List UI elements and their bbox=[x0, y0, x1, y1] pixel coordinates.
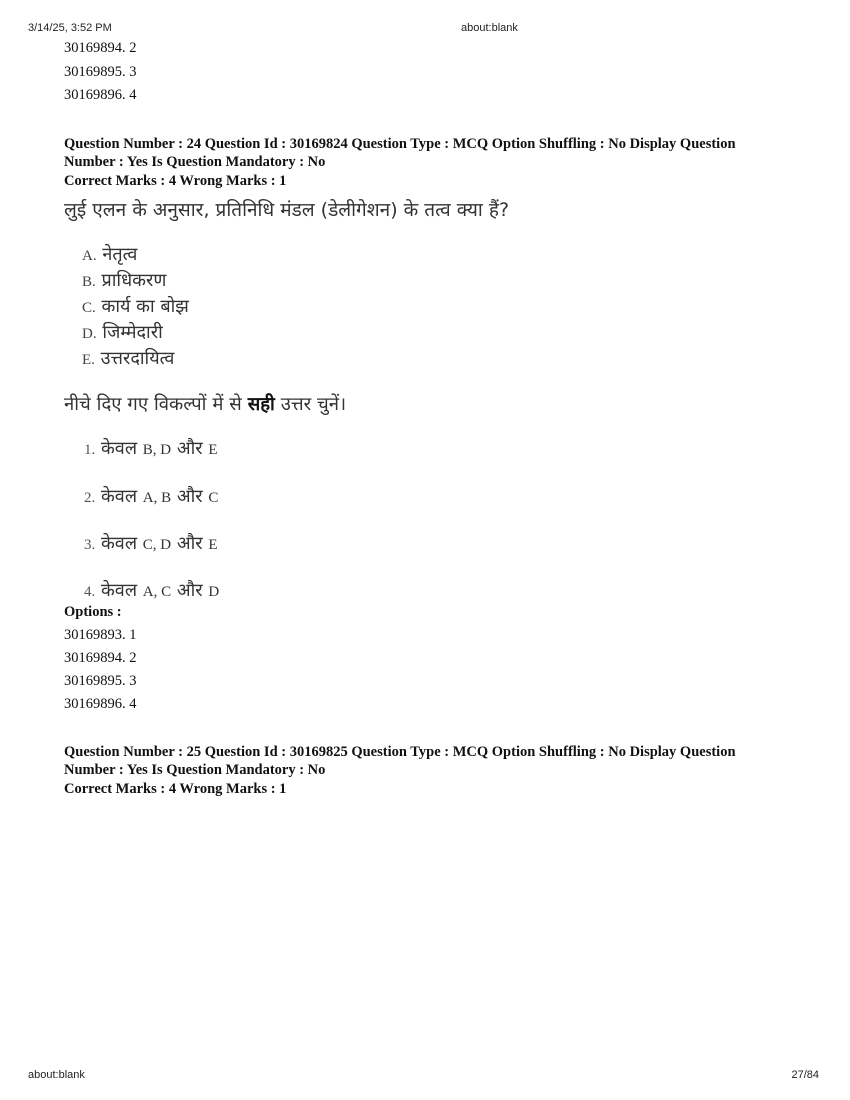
statement-text: प्राधिकरण bbox=[101, 270, 167, 291]
question-instruction bbox=[64, 391, 346, 416]
statement-d bbox=[82, 320, 163, 344]
choice-conjunction: और bbox=[176, 438, 203, 459]
statement-label: E. bbox=[82, 352, 95, 368]
choice-3 bbox=[84, 531, 218, 555]
choice-2 bbox=[84, 484, 218, 508]
option-line: 30169893. 1 bbox=[64, 627, 137, 643]
statement-label: B. bbox=[82, 274, 96, 290]
statement-c bbox=[82, 294, 189, 318]
choice-last-letter: E bbox=[208, 537, 218, 553]
statement-a bbox=[82, 242, 137, 266]
choice-letters: A, B bbox=[142, 490, 172, 506]
statement-label: D. bbox=[82, 326, 97, 342]
instruction-text: नीचे दिए गए विकल्पों में से bbox=[64, 394, 248, 415]
choice-last-letter: D bbox=[208, 584, 220, 600]
instruction-text: उत्तर चुनें। bbox=[274, 394, 347, 415]
statement-text: उत्तरदायित्व bbox=[100, 348, 175, 369]
statement-label: C. bbox=[82, 300, 96, 316]
question-header: Question Number : 24 Question Id : 30169824 Question Type : MCQ Option Shuffling : No Display Question Number : Yes Is Question Mandatory : No bbox=[64, 136, 736, 170]
choice-number: 4. bbox=[84, 584, 96, 600]
statement-text: जिम्मेदारी bbox=[102, 322, 163, 343]
choice-conjunction: और bbox=[176, 533, 203, 554]
statement-b bbox=[82, 268, 166, 292]
choice-prefix: केवल bbox=[100, 580, 138, 601]
print-footer-url: about:blank bbox=[28, 1069, 85, 1081]
question-image bbox=[64, 196, 544, 604]
page-indicator: 27/84 bbox=[791, 1069, 819, 1081]
statement-label: A. bbox=[82, 248, 97, 264]
choice-conjunction: और bbox=[176, 486, 203, 507]
choice-letters: C, D bbox=[142, 537, 172, 553]
choice-last-letter: C bbox=[208, 490, 219, 506]
print-header-url: about:blank bbox=[461, 22, 518, 34]
question-header: Question Number : 25 Question Id : 30169825 Question Type : MCQ Option Shuffling : No Display Question Number : Yes Is Question Mandatory : No bbox=[64, 744, 736, 778]
question-marks: Correct Marks : 4 Wrong Marks : 1 bbox=[64, 781, 287, 797]
instruction-emphasis: सही bbox=[247, 394, 275, 415]
question-marks: Correct Marks : 4 Wrong Marks : 1 bbox=[64, 173, 287, 189]
option-line: 30169895. 3 bbox=[64, 64, 137, 80]
choice-prefix: केवल bbox=[100, 533, 138, 554]
statement-text: नेतृत्व bbox=[102, 244, 138, 265]
option-line: 30169894. 2 bbox=[64, 650, 137, 666]
choice-letters: A, C bbox=[142, 584, 172, 600]
choice-conjunction: और bbox=[176, 580, 203, 601]
choice-4 bbox=[84, 578, 219, 602]
choice-last-letter: E bbox=[208, 442, 218, 458]
option-line: 30169895. 3 bbox=[64, 673, 137, 689]
choice-number: 2. bbox=[84, 490, 96, 506]
choice-prefix: केवल bbox=[100, 486, 138, 507]
options-heading: Options : bbox=[64, 604, 122, 620]
option-line: 30169894. 2 bbox=[64, 40, 137, 56]
choice-letters: B, D bbox=[142, 442, 172, 458]
print-datetime: 3/14/25, 3:52 PM bbox=[28, 22, 112, 34]
choice-number: 1. bbox=[84, 442, 96, 458]
statement-text: कार्य का बोझ bbox=[101, 296, 189, 317]
question-stem: लुई एलन के अनुसार, प्रतिनिधि मंडल (डेलीगेशन) के तत्व क्या हैं? bbox=[64, 199, 510, 221]
choice-prefix: केवल bbox=[100, 438, 138, 459]
statement-e bbox=[82, 346, 174, 370]
choice-number: 3. bbox=[84, 537, 96, 553]
option-line: 30169896. 4 bbox=[64, 696, 137, 712]
choice-1 bbox=[84, 436, 218, 460]
option-line: 30169896. 4 bbox=[64, 87, 137, 103]
